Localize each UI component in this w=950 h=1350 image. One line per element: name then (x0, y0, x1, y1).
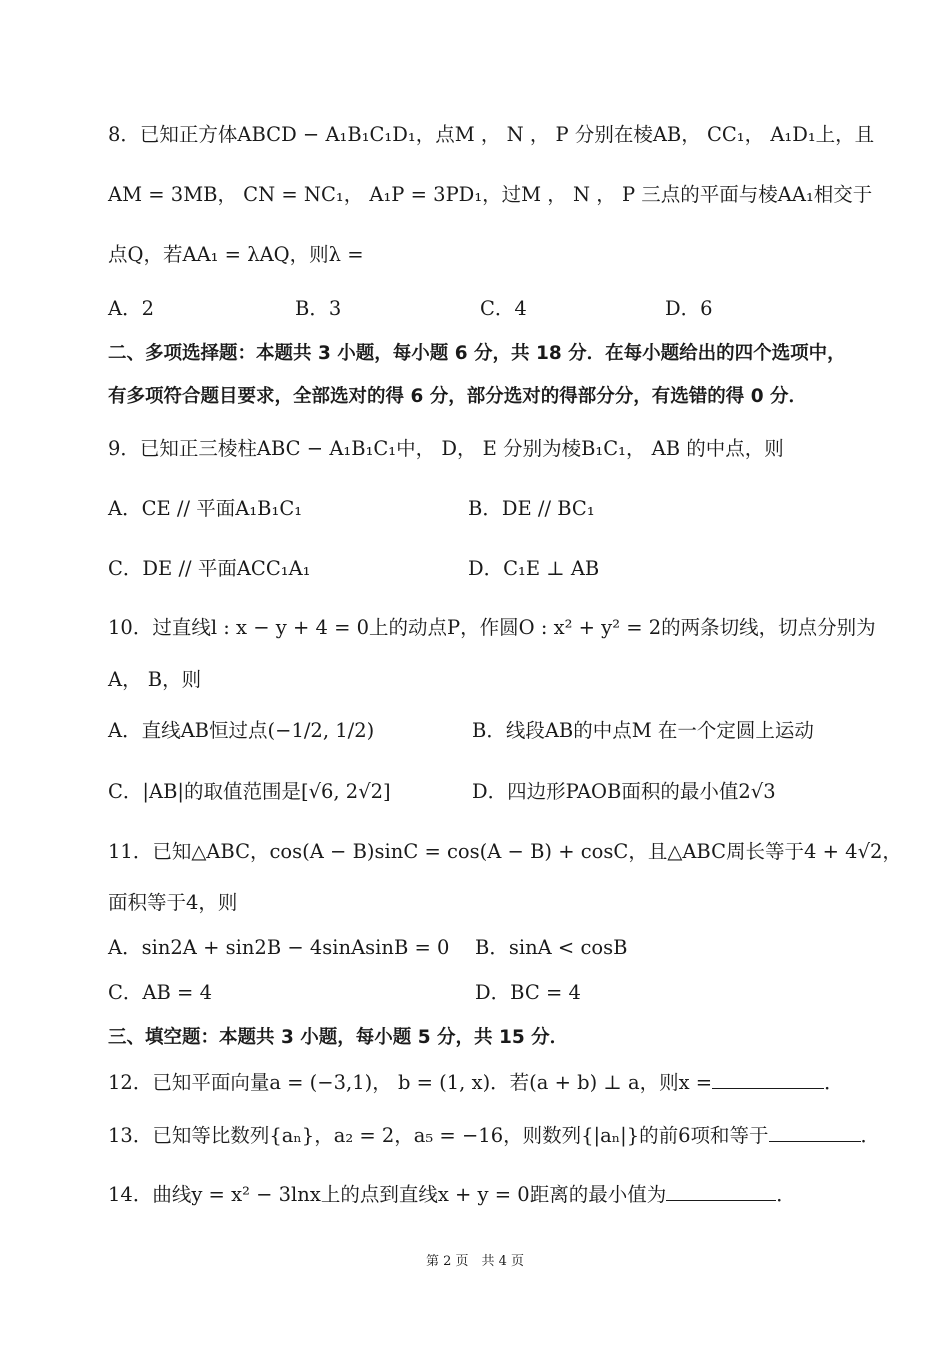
q12-line (108, 1068, 844, 1096)
q11-line2: 面积等于4，则 (108, 891, 238, 914)
q9-option-b: B．DE // BC₁ (468, 497, 595, 520)
q10-option-c: C．|AB|的取值范围是[√6, 2√2] (108, 780, 391, 803)
q14-answer-blank[interactable] (666, 1180, 776, 1201)
q11-option-d: D．BC = 4 (475, 981, 581, 1004)
q11-option-a: A．sin2A + sin2B − 4sinAsinB = 0 (108, 936, 450, 959)
q13-line (108, 1121, 880, 1149)
q8-line1: 8．已知正方体ABCD − A₁B₁C₁D₁，点M ， N ， P 分别在棱AB， CC₁， A₁D₁上，且 (108, 123, 875, 146)
page-footer: 第 2 页 共 4 页 (425, 1254, 525, 1269)
q8-option-d: D．6 (665, 297, 713, 320)
q9-option-c: C．DE // 平面ACC₁A₁ (108, 557, 311, 580)
q12-end: ． (824, 1071, 844, 1094)
q10-option-a: A．直线AB恒过点(−1/2, 1/2) (108, 719, 375, 742)
q13-text: 13．已知等比数列{aₙ}，a₂ = 2，a₅ = −16，则数列{|aₙ|}的前6项和等于 (108, 1124, 769, 1147)
q9-option-d: D．C₁E ⊥ AB (468, 557, 600, 580)
q12-answer-blank[interactable] (712, 1068, 824, 1089)
q10-option-b: B．线段AB的中点M 在一个定圆上运动 (472, 719, 814, 742)
q8-line2: AM = 3MB， CN = NC₁， A₁P = 3PD₁，过M ， N ， P 三点的平面与棱AA₁相交于 (108, 183, 873, 206)
q11-line1: 11．已知△ABC，cos(A − B)sinC = cos(A − B) + cosC，且△ABC周长等于4 + 4√2， (108, 840, 902, 863)
q14-text: 14．曲线y = x² − 3lnx上的点到直线x + y = 0距离的最小值为 (108, 1183, 667, 1206)
section2-heading-line1: 二、多项选择题：本题共 3 小题，每小题 6 分，共 18 分．在每小题给出的四个选项中， (108, 343, 846, 364)
q11-option-c: C．AB = 4 (108, 981, 212, 1004)
q11-option-b: B．sinA < cosB (475, 936, 628, 959)
q12-text: 12．已知平面向量a = (−3,1)， b = (1, x)．若(a + b) ⊥ a，则x = (108, 1071, 713, 1094)
q8-line3: 点Q，若AA₁ = λAQ，则λ = (108, 243, 364, 266)
q13-end: ． (860, 1124, 881, 1147)
q13-answer-blank[interactable] (769, 1121, 861, 1142)
q14-end: ． (776, 1183, 796, 1206)
q8-option-a: A．2 (108, 297, 154, 320)
section2-heading-line2: 有多项符合题目要求，全部选对的得 6 分，部分选对的得部分分，有选错的得 0 分． (108, 386, 808, 407)
q14-line (108, 1180, 796, 1208)
q10-line2: A， B，则 (108, 668, 202, 691)
q9-option-a: A．CE // 平面A₁B₁C₁ (108, 497, 303, 520)
q8-option-c: C．4 (480, 297, 527, 320)
q8-option-b: B．3 (295, 297, 342, 320)
q10-line1: 10．过直线l : x − y + 4 = 0上的动点P，作圆O : x² + y² = 2的两条切线，切点分别为 (108, 616, 876, 639)
q10-option-d: D．四边形PAOB面积的最小值2√3 (472, 780, 776, 803)
section3-heading: 三、填空题：本题共 3 小题，每小题 5 分，共 15 分． (108, 1027, 569, 1048)
q9-stem: 9．已知正三棱柱ABC − A₁B₁C₁中， D， E 分别为棱B₁C₁， AB 的中点，则 (108, 437, 784, 460)
